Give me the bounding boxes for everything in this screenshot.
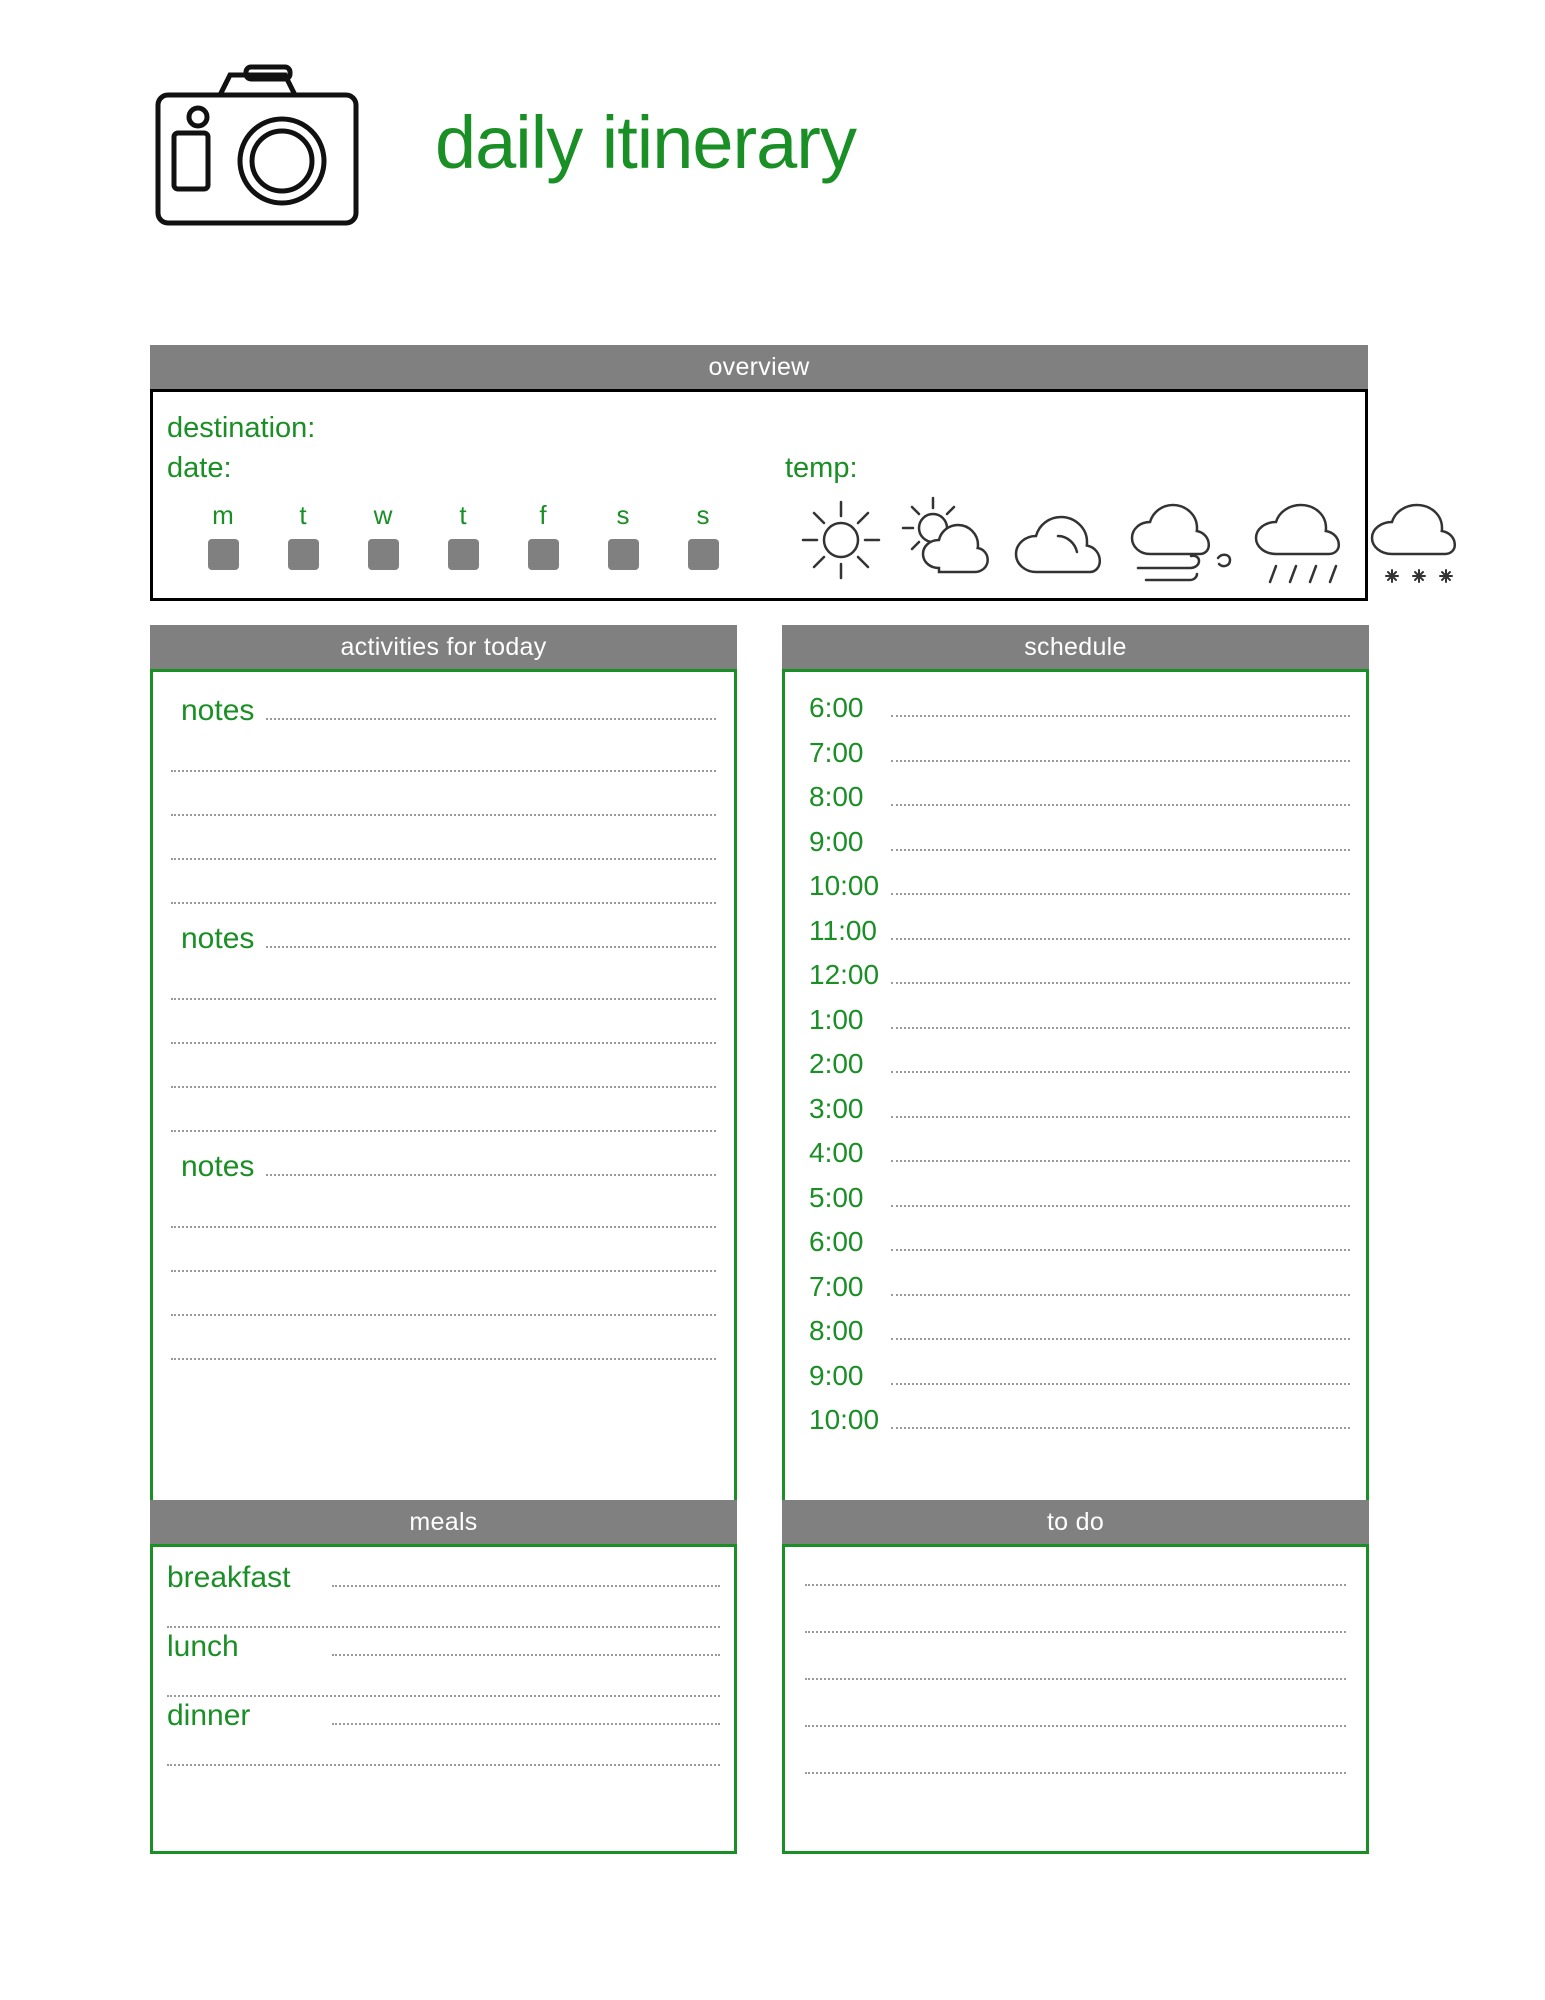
notes-write-line[interactable] [171,901,716,904]
schedule-row[interactable] [801,870,1350,915]
todo-write-line[interactable] [805,1677,1346,1680]
schedule-row[interactable] [801,1048,1350,1093]
notes-write-line[interactable] [171,1313,716,1316]
weekday-label: s [696,500,710,530]
notes-write-line[interactable] [266,1173,716,1176]
schedule-write-line[interactable] [891,937,1350,940]
schedule-time-label: 1:00 [809,1003,864,1035]
date-label: date: [167,452,232,484]
todo-write-line[interactable] [805,1771,1346,1774]
schedule-time-label: 11:00 [809,914,877,946]
schedule-body[interactable] [782,669,1369,1509]
schedule-write-line[interactable] [891,1293,1350,1296]
meal-write-line[interactable] [167,1694,720,1697]
weekday-checkbox[interactable] [608,539,639,570]
notes-label: notes [181,922,255,955]
schedule-write-line[interactable] [891,1115,1350,1118]
schedule-write-line[interactable] [891,1248,1350,1251]
schedule-time-label: 3:00 [809,1092,864,1124]
meal-label: lunch [167,1630,239,1663]
sun-behind-cloud-icon[interactable] [895,492,1000,593]
todo-section [782,1500,1369,1854]
meals-bar-label: meals [150,1500,737,1544]
meals-body[interactable] [150,1544,737,1854]
schedule-time-label: 8:00 [809,781,864,812]
weekday-checkbox[interactable] [448,539,479,570]
weekday-checkbox[interactable] [288,539,319,570]
notes-group-3 [171,1150,716,1360]
notes-write-line[interactable] [171,1357,716,1360]
weekday-monday[interactable] [183,500,263,570]
schedule-time-label: 9:00 [809,1359,864,1391]
activities-bar-label: activities for today [150,625,737,669]
schedule-time-label: 10:00 [809,1404,880,1435]
page-header [0,0,1545,190]
schedule-write-line[interactable] [891,1026,1350,1029]
schedule-row[interactable] [801,781,1350,826]
notes-write-line[interactable] [171,1129,716,1132]
weekday-sunday[interactable] [663,500,743,570]
schedule-write-line[interactable] [891,1337,1350,1340]
notes-write-line[interactable] [171,769,716,772]
weekday-saturday[interactable] [583,500,663,570]
notes-write-line[interactable] [171,813,716,816]
destination-label: destination: [167,412,316,444]
weekday-label: w [373,500,393,530]
weekday-checkbox[interactable] [528,539,559,570]
meal-dinner [167,1699,720,1744]
notes-write-line[interactable] [171,997,716,1000]
weekday-wednesday[interactable] [343,500,423,570]
notes-write-line[interactable] [171,857,716,860]
notes-write-line[interactable] [266,717,716,720]
weekday-checkbox[interactable] [688,539,719,570]
notes-group-2 [171,922,716,1132]
weekday-label: t [299,500,307,530]
schedule-time-label: 7:00 [809,736,864,768]
schedule-bar-label: schedule [782,625,1369,669]
weekday-label: t [459,500,467,530]
notes-write-line[interactable] [171,1225,716,1228]
meal-lunch [167,1630,720,1675]
schedule-write-line[interactable] [891,1070,1350,1073]
schedule-write-line[interactable] [891,848,1350,851]
schedule-time-label: 6:00 [809,1226,864,1257]
meal-write-line[interactable] [332,1653,720,1656]
schedule-row[interactable] [801,1271,1350,1316]
schedule-write-line[interactable] [891,892,1350,895]
schedule-time-label: 7:00 [809,1270,864,1302]
notes-label: notes [181,1150,255,1183]
meals-section [150,1500,737,1854]
weekday-label: s [616,500,630,530]
schedule-row[interactable] [801,1093,1350,1138]
meal-label: breakfast [167,1561,291,1594]
windy-cloud-icon[interactable] [1122,492,1240,593]
todo-write-line[interactable] [805,1630,1346,1633]
overview-body [150,389,1368,601]
rain-cloud-icon[interactable] [1246,492,1356,593]
page-title: daily itinerary [435,101,856,184]
activities-body[interactable] [150,669,737,1509]
overview-section [150,345,1368,601]
schedule-time-label: 10:00 [809,870,880,901]
schedule-time-label: 4:00 [809,1137,864,1168]
schedule-time-label: 5:00 [809,1181,864,1213]
meal-write-line[interactable] [167,1625,720,1628]
todo-body[interactable] [782,1544,1369,1854]
notes-group-1 [171,694,716,904]
temp-label: temp: [785,452,858,484]
sun-icon[interactable] [793,492,889,593]
weekday-friday[interactable] [503,500,583,570]
weekday-checkboxes [183,500,743,570]
weekday-tuesday[interactable] [263,500,343,570]
snow-cloud-icon[interactable] [1362,492,1472,593]
meal-write-line[interactable] [332,1584,720,1587]
notes-write-line[interactable] [266,945,716,948]
weather-icon-row [793,492,1478,593]
notes-write-line[interactable] [171,1041,716,1044]
schedule-write-line[interactable] [891,714,1350,717]
notes-label: notes [181,694,255,727]
weekday-label: f [539,500,547,530]
schedule-row[interactable] [801,1315,1350,1360]
schedule-time-label: 6:00 [809,692,864,723]
todo-write-line[interactable] [805,1583,1346,1586]
weekday-checkbox[interactable] [208,539,239,570]
schedule-write-line[interactable] [891,1159,1350,1162]
todo-write-line[interactable] [805,1724,1346,1727]
schedule-time-label: 8:00 [809,1315,864,1346]
meal-write-line[interactable] [332,1722,720,1725]
schedule-row[interactable] [801,1004,1350,1049]
schedule-row[interactable] [801,959,1350,1004]
schedule-section [782,625,1369,1509]
schedule-write-line[interactable] [891,803,1350,806]
schedule-time-label: 12:00 [809,959,880,990]
notes-write-line[interactable] [171,1269,716,1272]
weekday-thursday[interactable] [423,500,503,570]
schedule-time-label: 2:00 [809,1048,864,1079]
overview-bar-label: overview [150,345,1368,389]
cloud-icon[interactable] [1006,492,1116,593]
schedule-row[interactable] [801,692,1350,737]
schedule-row[interactable] [801,1404,1350,1449]
meal-write-line[interactable] [167,1763,720,1766]
schedule-write-line[interactable] [891,981,1350,984]
activities-section [150,625,737,1509]
schedule-time-label: 9:00 [809,825,864,857]
schedule-row[interactable] [801,1360,1350,1405]
todo-bar-label: to do [782,1500,1369,1544]
schedule-write-line[interactable] [891,1204,1350,1207]
schedule-row[interactable] [801,1182,1350,1227]
weekday-label: m [212,500,234,530]
schedule-row[interactable] [801,737,1350,782]
schedule-row[interactable] [801,915,1350,960]
schedule-row[interactable] [801,826,1350,871]
schedule-write-line[interactable] [891,1426,1350,1429]
camera-icon [150,55,365,230]
schedule-write-line[interactable] [891,1382,1350,1385]
meal-label: dinner [167,1699,251,1732]
notes-write-line[interactable] [171,1085,716,1088]
schedule-write-line[interactable] [891,759,1350,762]
meal-breakfast [167,1561,720,1606]
schedule-row[interactable] [801,1226,1350,1271]
weekday-checkbox[interactable] [368,539,399,570]
schedule-row[interactable] [801,1137,1350,1182]
